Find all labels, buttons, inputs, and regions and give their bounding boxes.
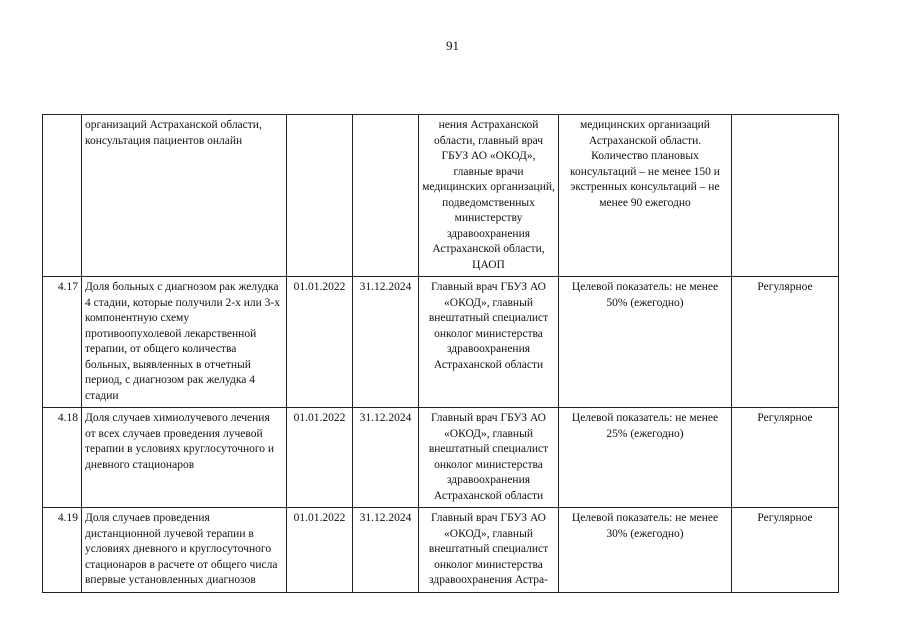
expected-result: Целевой показатель: не менее 25% (ежегодно) (559, 408, 732, 508)
responsible-executor: Главный врач ГБУЗ АО «ОКОД», главный внештатный специалист онколог министерства здравоохранения Астраханской области (419, 277, 559, 408)
expected-result: Целевой показатель: не менее 30% (ежегодно) (559, 508, 732, 593)
start-date: 01.01.2022 (287, 408, 353, 508)
event-type: Регулярное (732, 408, 839, 508)
plan-table (42, 114, 839, 593)
start-date: 01.01.2022 (287, 508, 353, 593)
table-row (43, 277, 839, 408)
event-description: Доля случаев химиолучевого лечения от всех случаев проведения лучевой терапии в условиях круглосуточного и дневного стационаров (82, 408, 287, 508)
row-number: 4.19 (43, 508, 82, 593)
event-description: Доля случаев проведения дистанционной лучевой терапии в условиях дневного и круглосуточного стационаров в расчете от общего числа впервые установленных диагнозов (82, 508, 287, 593)
end-date: 31.12.2024 (353, 277, 419, 408)
responsible-executor: нения Астраханской области, главный врач ГБУЗ АО «ОКОД», главные врачи медицинских организаций, подведомственных министерству здравоохранения Астраханской области, ЦАОП (419, 115, 559, 277)
event-type: Регулярное (732, 277, 839, 408)
start-date (287, 115, 353, 277)
event-type (732, 115, 839, 277)
row-number: 4.17 (43, 277, 82, 408)
table-row (43, 508, 839, 593)
page-number: 91 (446, 38, 459, 53)
table-row (43, 115, 839, 277)
responsible-executor: Главный врач ГБУЗ АО «ОКОД», главный внештатный специалист онколог министерства здравоохранения Астра- (419, 508, 559, 593)
expected-result: медицинских организаций Астраханской области. Количество плановых консультаций – не менее 150 и экстренных консультаций – не менее 90 ежегодно (559, 115, 732, 277)
event-description: организаций Астраханской области, консультация пациентов онлайн (82, 115, 287, 277)
responsible-executor: Главный врач ГБУЗ АО «ОКОД», главный внештатный специалист онколог министерства здравоохранения Астраханской области (419, 408, 559, 508)
start-date: 01.01.2022 (287, 277, 353, 408)
table-row (43, 408, 839, 508)
end-date (353, 115, 419, 277)
end-date: 31.12.2024 (353, 408, 419, 508)
event-type: Регулярное (732, 508, 839, 593)
row-number (43, 115, 82, 277)
event-description: Доля больных с диагнозом рак желудка 4 стадии, которые получили 2-х или 3-х компонентную схему противоопухолевой лекарственной терапии, от общего количества больных, выявленных в отчетный период, с диагнозом рак желудка 4 стадии (82, 277, 287, 408)
end-date: 31.12.2024 (353, 508, 419, 593)
expected-result: Целевой показатель: не менее 50% (ежегодно) (559, 277, 732, 408)
row-number: 4.18 (43, 408, 82, 508)
